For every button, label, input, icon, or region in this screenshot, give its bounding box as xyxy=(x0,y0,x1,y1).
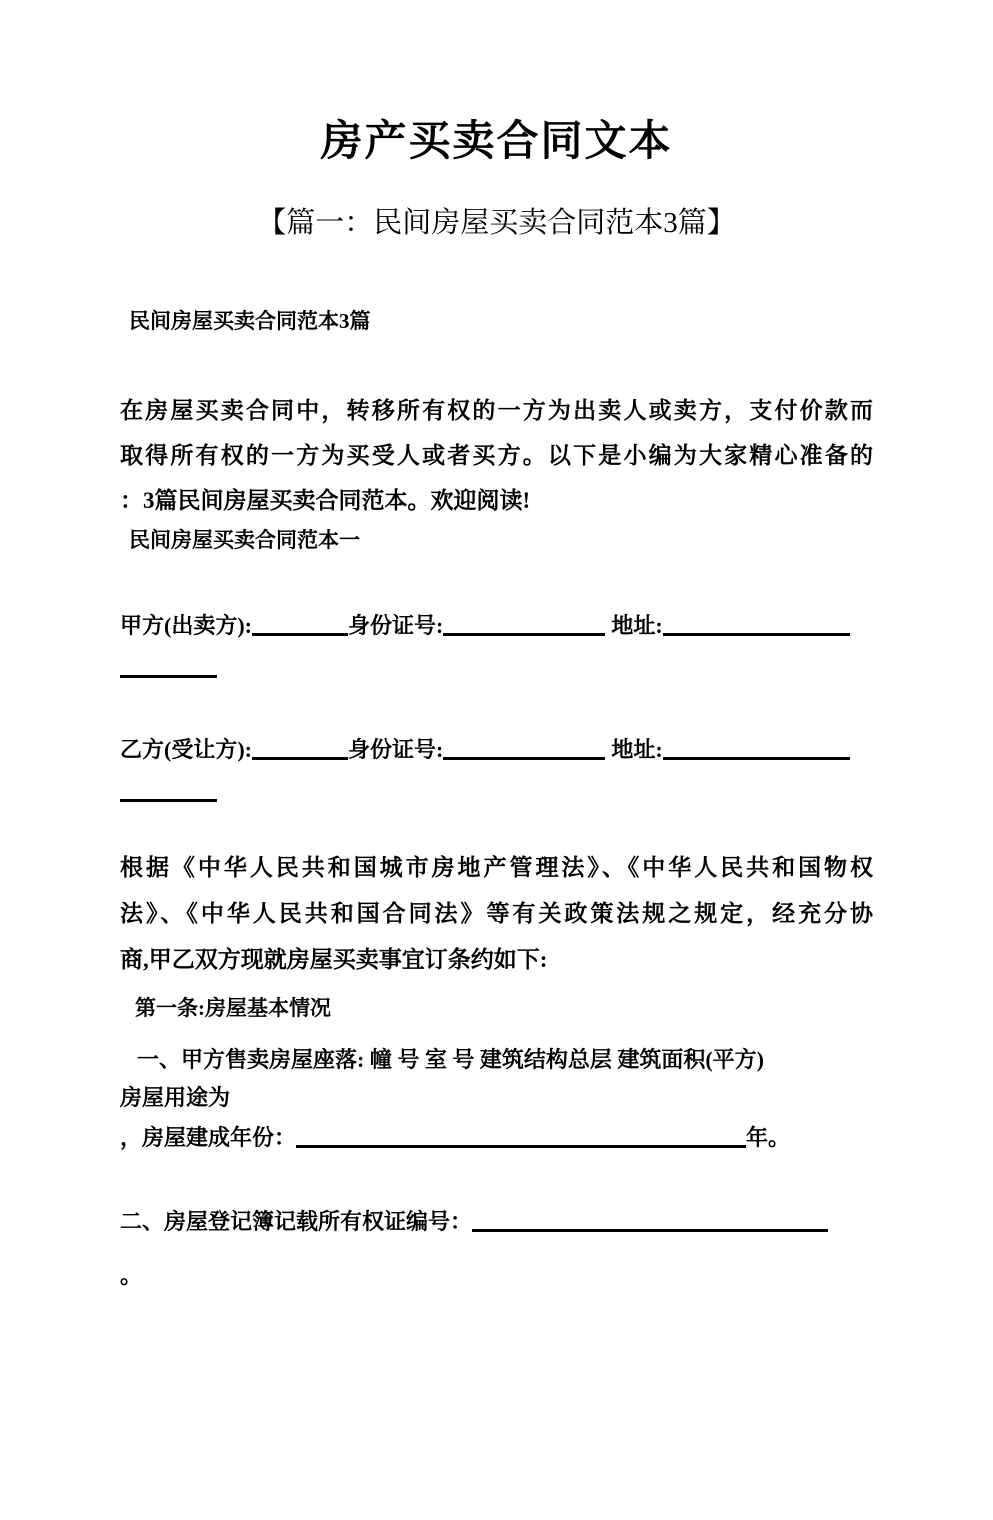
party-a-row xyxy=(120,605,873,647)
party-b-id-label: 身份证号: xyxy=(347,737,444,762)
clause-1-item-2 xyxy=(120,1203,873,1241)
clause-1-item-1 xyxy=(120,1041,873,1117)
party-a-line xyxy=(120,605,873,689)
clause-1-item-2-period: 。 xyxy=(120,1263,143,1288)
clause-1-item-1-line: 一、甲方售卖房屋座落: 幢 号 室 号 建筑结构总层 建筑面积(平方) xyxy=(137,1047,764,1072)
heading-sample-list: 民间房屋买卖合同范本3篇 xyxy=(129,309,371,333)
legal-basis-line: 商,甲乙双方现就房屋买卖事宜订条约如下: xyxy=(120,947,548,972)
party-b-continuation-row xyxy=(120,771,873,813)
party-a-address-blank xyxy=(663,609,850,636)
party-a-id-label: 身份证号: xyxy=(347,613,444,638)
party-b-line xyxy=(120,729,873,813)
party-b-address-blank xyxy=(663,733,850,760)
build-year-blank xyxy=(296,1121,746,1148)
party-a-label: 甲方(出卖方): xyxy=(120,613,252,638)
intro-line: 取得所有权的一方为买受人或者买方。以下是小编为大家精心准备的 xyxy=(120,443,873,468)
page-subtitle: 【篇一：民间房屋买卖合同范本3篇】 xyxy=(257,207,736,239)
build-year-suffix: 年。 xyxy=(746,1125,791,1150)
party-b-address-label: 地址: xyxy=(611,737,663,762)
party-b-name-blank xyxy=(252,733,348,760)
party-b-id-blank xyxy=(443,733,605,760)
clause-1-heading: 第一条:房屋基本情况 xyxy=(135,996,331,1020)
build-year-line xyxy=(120,1119,873,1157)
build-year-label: ，房屋建成年份： xyxy=(120,1125,297,1150)
page-title: 房产买卖合同文本 xyxy=(320,119,673,165)
party-a-continuation-blank xyxy=(120,651,217,678)
legal-basis-paragraph xyxy=(120,845,873,983)
intro-paragraph xyxy=(120,388,873,523)
ownership-cert-label: 二、房屋登记簿记载所有权证编号： xyxy=(120,1209,473,1234)
clause-1-item-1-line: 房屋用途为 xyxy=(120,1085,231,1110)
document-page xyxy=(0,116,993,1520)
party-b-row xyxy=(120,729,873,771)
legal-basis-line: 根据《中华人民共和国城市房地产管理法》、《中华人民共和国物权 xyxy=(120,855,873,880)
intro-line: 在房屋买卖合同中，转移所有权的一方为出卖人或卖方，支付价款而 xyxy=(120,398,873,423)
intro-line: ：3篇民间房屋买卖合同范本。欢迎阅读! xyxy=(120,488,531,513)
cert-number-blank xyxy=(472,1205,828,1232)
party-b-label: 乙方(受让方): xyxy=(120,737,252,762)
party-a-name-blank xyxy=(252,609,348,636)
party-a-continuation-row xyxy=(120,647,873,689)
party-b-continuation-blank xyxy=(120,775,217,802)
party-a-address-label: 地址: xyxy=(611,613,663,638)
legal-basis-line: 法》、《中华人民共和国合同法》等有关政策法规之规定，经充分协 xyxy=(120,901,873,926)
heading-sample-one: 民间房屋买卖合同范本一 xyxy=(129,528,360,552)
party-a-id-blank xyxy=(443,609,605,636)
